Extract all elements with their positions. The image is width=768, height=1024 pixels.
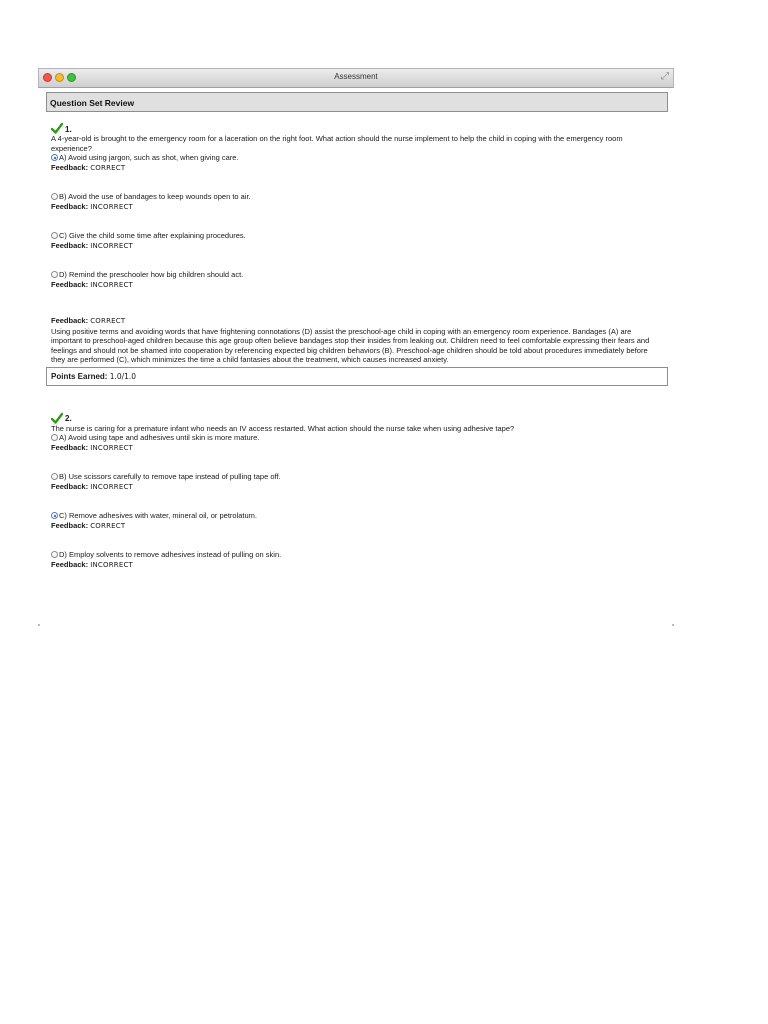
radio-icon[interactable]	[51, 193, 58, 200]
option-feedback	[51, 560, 674, 571]
answer-option-b[interactable]	[51, 472, 674, 482]
points-earned-box	[46, 367, 668, 386]
answer-option-a[interactable]	[51, 153, 674, 163]
window-corner-left	[38, 624, 40, 626]
answer-option-d[interactable]	[51, 270, 674, 280]
question-number: 1.	[65, 124, 72, 134]
feedback-label: Feedback:	[51, 316, 89, 325]
answer-option-c[interactable]	[51, 511, 674, 521]
question-header	[51, 410, 674, 424]
question-1	[51, 120, 674, 386]
radio-icon[interactable]	[51, 271, 58, 278]
radio-selected-icon[interactable]	[51, 512, 58, 519]
feedback-label: Feedback:	[51, 162, 89, 172]
answer-option-d[interactable]	[51, 550, 674, 560]
option-label: C) Give the child some time after explaining procedures.	[59, 231, 246, 240]
question-number: 2.	[65, 414, 72, 423]
feedback-label: Feedback:	[51, 559, 89, 569]
feedback-label: Feedback:	[51, 520, 89, 530]
window-corner-right	[672, 624, 674, 626]
feedback-value: INCORRECT	[90, 280, 134, 289]
assessment-window	[38, 68, 674, 628]
feedback-value: INCORRECT	[90, 560, 134, 569]
option-label: A) Avoid using tape and adhesives until skin is more mature.	[59, 433, 260, 442]
feedback-value: CORRECT	[90, 521, 126, 530]
answer-option-b[interactable]	[51, 192, 674, 202]
feedback-label: Feedback:	[51, 481, 89, 491]
option-feedback	[51, 443, 674, 454]
feedback-value: CORRECT	[90, 317, 126, 325]
radio-icon[interactable]	[51, 232, 58, 239]
option-label: D) Employ solvents to remove adhesives instead of pulling on skin.	[59, 550, 282, 559]
option-label: C) Remove adhesives with water, mineral oil, or petrolatum.	[59, 511, 257, 520]
title-bar	[38, 68, 674, 88]
points-value: 1.0/1.0	[109, 371, 137, 381]
question-2	[51, 410, 674, 571]
answer-option-c[interactable]	[51, 231, 674, 241]
feedback-label: Feedback:	[51, 240, 89, 250]
option-feedback	[51, 521, 674, 532]
option-feedback	[51, 163, 674, 174]
feedback-value: INCORRECT	[90, 241, 134, 250]
radio-icon[interactable]	[51, 473, 58, 480]
feedback-value: CORRECT	[90, 163, 126, 172]
feedback-value: INCORRECT	[90, 443, 134, 452]
rationale-text: Using positive terms and avoiding words that have frightening connotations (D) assist the preschool-age child in coping with an emergency room experience. Bandages (A) are important to preschool-aged children because this age group often believe bandages stop their insides from leaking out. Children need to feel comfortable expressing their fears and feelings and should not be shamed into cooperation by referencing expected big children behaviors (B). Preschool-age children should be told about procedures immediately before they are performed (C), which minimizes the time a child fantasies about the treatment, which causes increased anxiety.	[51, 326, 650, 364]
question-header	[51, 120, 674, 134]
checkmark-icon	[51, 122, 63, 134]
points-label: Points Earned:	[51, 371, 108, 381]
option-feedback	[51, 482, 674, 493]
feedback-label: Feedback:	[51, 279, 89, 289]
feedback-label: Feedback:	[51, 201, 89, 211]
radio-icon[interactable]	[51, 434, 58, 441]
feedback-value: INCORRECT	[90, 482, 134, 491]
option-feedback	[51, 241, 674, 252]
checkmark-icon	[51, 412, 63, 424]
option-label: D) Remind the preschooler how big children should act.	[59, 270, 244, 279]
question-text: A 4-year-old is brought to the emergency room for a laceration on the right foot. What action should the nurse implement to help the child in coping with the emergency room experience?	[51, 134, 623, 153]
question-set-review-header: Question Set Review	[46, 92, 668, 112]
feedback-value: INCORRECT	[90, 202, 134, 211]
option-feedback	[51, 280, 674, 291]
option-label: B) Use scissors carefully to remove tape instead of pulling tape off.	[59, 472, 281, 481]
radio-icon[interactable]	[51, 551, 58, 558]
radio-selected-icon[interactable]	[51, 154, 58, 161]
answer-option-a[interactable]	[51, 433, 674, 443]
option-feedback	[51, 202, 674, 213]
option-label: B) Avoid the use of bandages to keep wounds open to air.	[59, 192, 251, 201]
window-title: Assessment	[334, 72, 378, 81]
option-label: A) Avoid using jargon, such as shot, when giving care.	[59, 153, 239, 162]
final-feedback	[51, 316, 674, 327]
question-text: The nurse is caring for a premature infant who needs an IV access restarted. What action should the nurse take when using adhesive tape?	[51, 423, 515, 433]
feedback-label: Feedback:	[51, 442, 89, 452]
fullscreen-icon[interactable]: ⤢	[661, 71, 669, 82]
